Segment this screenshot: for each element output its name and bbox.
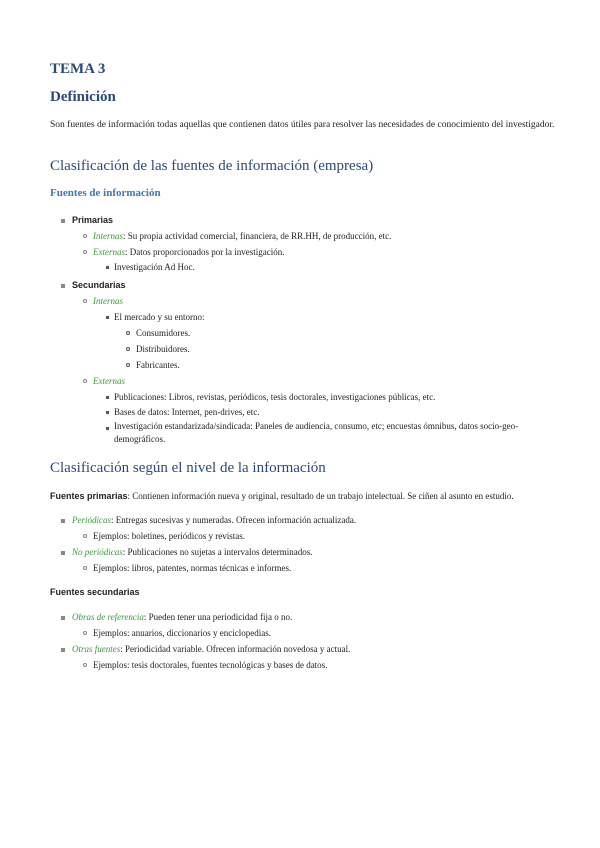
bullet-circle-icon xyxy=(83,234,87,238)
list-item-bases-datos: Bases de datos: Internet, pen-drives, etc. xyxy=(114,407,260,417)
heading-fuentes-secundarias xyxy=(50,586,140,598)
bullet-square-icon xyxy=(106,396,109,399)
list-item-periodicas xyxy=(72,514,356,526)
section-heading-empresa: Clasificación de las fuentes de información (empresa) xyxy=(50,158,374,174)
definition-paragraph: Son fuentes de información todas aquellas que contienen datos útiles para resolver las necesidades de conocimiento del investigador. xyxy=(50,120,555,130)
list-item-otras-fuentes xyxy=(72,643,350,655)
subsection-heading-fuentes: Fuentes de información xyxy=(50,187,161,199)
bullet-circle-icon xyxy=(83,534,87,538)
list-item-primarias xyxy=(72,214,113,226)
list-item-mercado: El mercado y su entorno: xyxy=(114,312,205,322)
externas-label: Externas xyxy=(93,376,125,386)
otras-fuentes-text: : Periodicidad variable. Ofrecen información novedosa y actual. xyxy=(120,644,351,654)
bullet-square-icon xyxy=(61,519,65,523)
list-item-otras-ejemplos: Ejemplos: tesis doctorales, fuentes tecnológicas y bases de datos. xyxy=(93,660,328,670)
list-item-primarias-internas xyxy=(93,230,391,242)
list-item-secundarias-externas xyxy=(93,375,125,387)
list-item-obras-ejemplos: Ejemplos: anuarios, diccionarios y enciclopedias. xyxy=(93,628,271,638)
bullet-circle-icon xyxy=(126,347,130,351)
internas-label: Internas xyxy=(93,296,123,306)
bullet-circle-icon xyxy=(83,663,87,667)
list-item-secundarias xyxy=(72,279,126,291)
bullet-square-icon xyxy=(106,316,109,319)
bullet-circle-icon xyxy=(83,250,87,254)
primarias-label: Primarias xyxy=(72,215,114,225)
bullet-square-icon xyxy=(61,551,65,555)
bullet-square-icon xyxy=(106,411,109,414)
secundarias-label: Secundarias xyxy=(72,280,126,290)
list-item-publicaciones: Publicaciones: Libros, revistas, periódicos, tesis doctorales, investigaciones públicas, etc. xyxy=(114,392,436,402)
externas-text: : Datos proporcionados por la investigación. xyxy=(125,247,285,257)
paragraph-fuentes-primarias xyxy=(50,490,514,502)
bullet-circle-icon xyxy=(126,331,130,335)
bullet-square-icon xyxy=(61,648,65,652)
fuentes-secundarias-label: Fuentes secundarias xyxy=(50,587,140,597)
list-item-obras-referencia xyxy=(72,611,292,623)
periodicas-label: Periódicas xyxy=(72,515,111,525)
no-periodicas-text: : Publicaciones no sujetas a intervalos determinados. xyxy=(122,547,313,557)
bullet-square-icon xyxy=(106,427,109,430)
fuentes-primarias-label: Fuentes primarias xyxy=(50,491,128,501)
section-heading-nivel: Clasificación según el nivel de la información xyxy=(50,460,326,476)
list-item-no-periodicas-ejemplos: Ejemplos: libros, patentes, normas técnicas e informes. xyxy=(93,563,292,573)
bullet-circle-icon xyxy=(83,566,87,570)
bullet-square-icon xyxy=(106,266,109,269)
list-item-periodicas-ejemplos: Ejemplos: boletines, periódicos y revistas. xyxy=(93,531,245,541)
periodicas-text: : Entregas sucesivas y numeradas. Ofrecen información actualizada. xyxy=(111,515,357,525)
fuentes-primarias-text: : Contienen información nueva y original, resultado de un trabajo intelectual. Se ciñen al asunto en estudio. xyxy=(127,491,514,501)
bullet-circle-icon xyxy=(83,379,87,383)
bullet-square-icon xyxy=(61,284,65,288)
bullet-square-icon xyxy=(61,616,65,620)
page-title: TEMA 3 xyxy=(50,61,106,77)
list-item-consumidores: Consumidores. xyxy=(136,328,191,338)
otras-fuentes-label: Otras fuentes xyxy=(72,644,121,654)
internas-text: : Su propia actividad comercial, financiera, de RR.HH, de producción, etc. xyxy=(123,231,392,241)
definition-heading: Definición xyxy=(50,89,116,105)
bullet-circle-icon xyxy=(83,631,87,635)
internas-label: Internas xyxy=(93,231,123,241)
list-item-primarias-externas xyxy=(93,246,284,258)
list-item-adhoc: Investigación Ad Hoc. xyxy=(114,262,195,272)
externas-label: Externas xyxy=(93,247,125,257)
obras-referencia-label: Obras de referencia xyxy=(72,612,144,622)
bullet-circle-icon xyxy=(83,299,87,303)
bullet-circle-icon xyxy=(126,363,130,367)
list-item-distribuidores: Distribuidores. xyxy=(136,344,190,354)
list-item-fabricantes: Fabricantes. xyxy=(136,360,180,370)
list-item-secundarias-internas xyxy=(93,295,123,307)
obras-referencia-text: : Pueden tener una periodicidad fija o no. xyxy=(143,612,293,622)
list-item-no-periodicas xyxy=(72,546,312,558)
no-periodicas-label: No periódicas xyxy=(72,547,123,557)
list-item-investigacion-estandarizada: Investigación estandarizada/sindicada: Paneles de audiencia, consumo, etc; encuestas ómnibus, datos socio-geo-demográficos. xyxy=(114,421,519,444)
bullet-square-icon xyxy=(61,219,65,223)
